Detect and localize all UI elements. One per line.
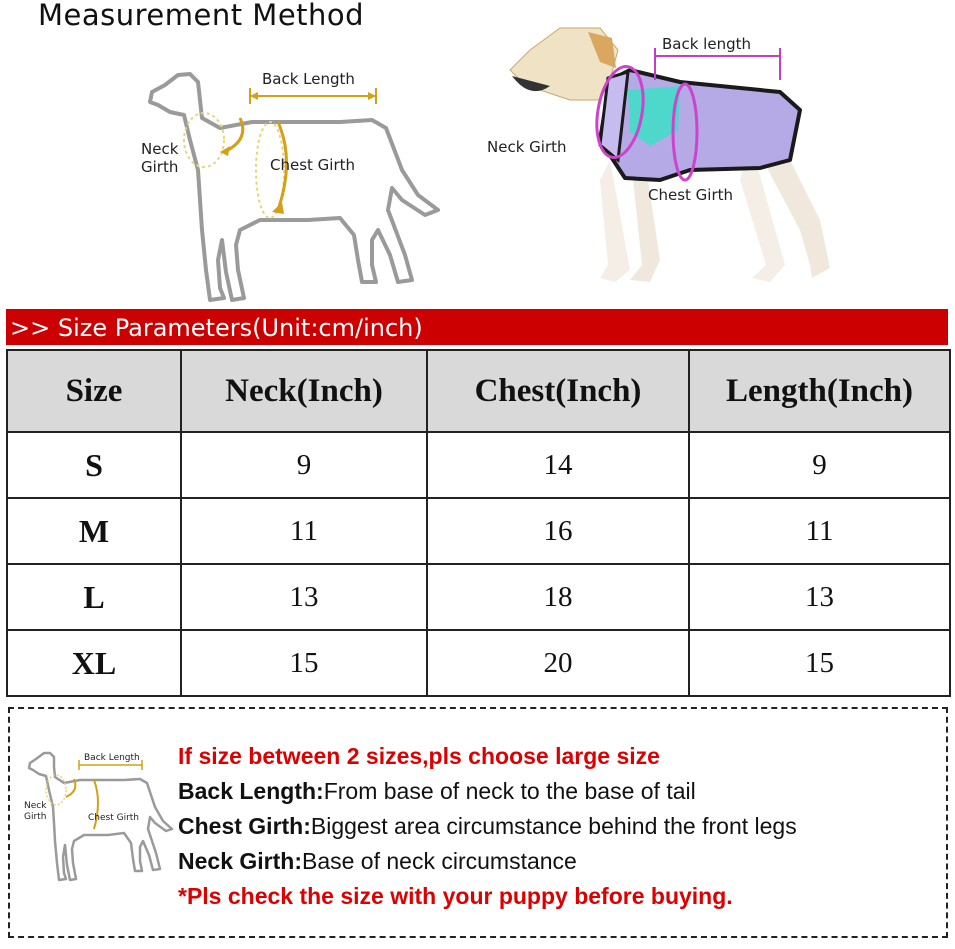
chest-girth-term: Chest Girth: — [178, 813, 311, 839]
note-text — [178, 739, 797, 914]
table-row — [7, 498, 950, 564]
right-back-length-label: Back length — [662, 35, 751, 53]
neck-girth-desc: Base of neck circumstance — [301, 848, 577, 874]
header-neck: Neck(Inch) — [181, 350, 427, 432]
note-line-chest-girth — [178, 809, 797, 844]
length-cell: 13 — [689, 564, 950, 630]
mini-neck-girth-label: Neck Girth — [24, 801, 47, 822]
chest-cell: 16 — [427, 498, 689, 564]
table-header-row — [7, 350, 950, 432]
table-row — [7, 432, 950, 498]
measurement-title: Measurement Method — [38, 0, 365, 32]
note-line-check-size: *Pls check the size with your puppy before buying. — [178, 883, 733, 909]
right-neck-girth-label: Neck Girth — [487, 138, 567, 156]
length-cell: 15 — [689, 630, 950, 696]
header-chest: Chest(Inch) — [427, 350, 689, 432]
left-back-length-label: Back Length — [262, 70, 355, 88]
size-cell: M — [7, 498, 181, 564]
dog-outline-diagram — [140, 60, 450, 305]
note-line-size-advice: If size between 2 sizes,pls choose large size — [178, 743, 660, 769]
right-chest-girth-label: Chest Girth — [648, 186, 734, 204]
note-line-back-length — [178, 774, 797, 809]
header-size: Size — [7, 350, 181, 432]
neck-cell: 13 — [181, 564, 427, 630]
table-row — [7, 564, 950, 630]
header-length: Length(Inch) — [689, 350, 950, 432]
size-cell: L — [7, 564, 181, 630]
neck-cell: 15 — [181, 630, 427, 696]
chest-cell: 14 — [427, 432, 689, 498]
note-line-neck-girth — [178, 844, 797, 879]
neck-cell: 9 — [181, 432, 427, 498]
chest-cell: 20 — [427, 630, 689, 696]
chest-cell: 18 — [427, 564, 689, 630]
length-cell: 11 — [689, 498, 950, 564]
mini-chest-girth-label: Chest Girth — [88, 813, 140, 823]
size-note-box — [8, 707, 948, 938]
mini-back-length-label: Back Length — [84, 753, 140, 763]
size-parameters-banner: >> Size Parameters(Unit:cm/inch) — [6, 309, 948, 345]
size-table — [6, 349, 951, 697]
back-length-desc: From base of neck to the base of tail — [323, 778, 696, 804]
length-cell: 9 — [689, 432, 950, 498]
size-cell: XL — [7, 630, 181, 696]
chest-girth-desc: Biggest area circumstance behind the front legs — [310, 813, 797, 839]
left-neck-girth-label: Neck Girth — [141, 140, 179, 176]
back-length-term: Back Length: — [178, 778, 324, 804]
measurement-section — [0, 0, 955, 305]
neck-cell: 11 — [181, 498, 427, 564]
neck-girth-term: Neck Girth: — [178, 848, 302, 874]
table-row — [7, 630, 950, 696]
left-chest-girth-label: Chest Girth — [270, 156, 356, 174]
size-cell: S — [7, 432, 181, 498]
